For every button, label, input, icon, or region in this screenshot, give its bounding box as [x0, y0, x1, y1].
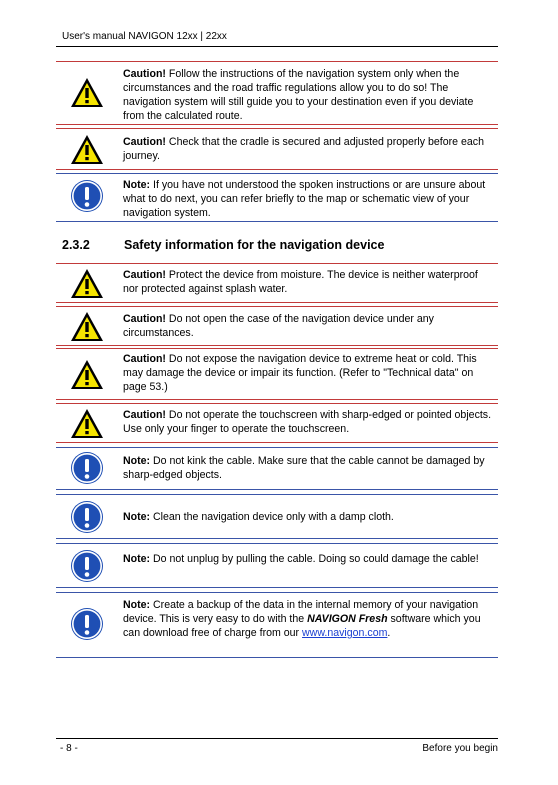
header-rule — [56, 46, 498, 47]
footer-rule — [56, 738, 498, 739]
notice-text: Caution! Follow the instructions of the navigation system only when the circumstances and the road traffic regulations allow you to do so! The navigation system will still guide you to your destination even if you deviate from the calculated route. — [123, 68, 474, 122]
info-icon — [70, 500, 104, 534]
caution-notice — [56, 403, 498, 443]
info-icon — [70, 549, 104, 583]
notice-text: Caution! Do not expose the navigation device to extreme heat or cold. This may damage the device or impair its function. (Refer to "Technical data" on page 53.) — [123, 353, 477, 393]
notice-text: Note: Do not kink the cable. Make sure that the cable cannot be damaged by sharp-edged objects. — [123, 455, 485, 481]
note-notice — [56, 173, 498, 222]
caution-icon — [70, 358, 104, 392]
caution-icon — [70, 267, 104, 301]
brand-name: NAVIGON Fresh — [307, 613, 388, 625]
note-notice — [56, 592, 498, 658]
caution-notice — [56, 306, 498, 346]
notice-text: Caution! Do not open the case of the navigation device under any circumstances. — [123, 313, 434, 339]
notice-text: Note: If you have not understood the spoken instructions or are unsure about what to do next, you can refer briefly to the map or schematic view of your navigation system. — [123, 179, 486, 219]
section-title: Safety information for the navigation device — [124, 238, 385, 252]
website-link[interactable]: www.navigon.com — [302, 627, 388, 639]
info-icon — [70, 607, 104, 641]
caution-notice — [56, 128, 498, 170]
note-notice — [56, 543, 498, 588]
info-icon — [70, 179, 104, 213]
notice-text: Caution! Do not operate the touchscreen with sharp-edged or pointed objects. Use only your finger to operate the touchscreen. — [123, 409, 492, 435]
notice-text: Caution! Check that the cradle is secured and adjusted properly before each journey. — [123, 136, 484, 162]
caution-notice — [56, 263, 498, 303]
running-header: User's manual NAVIGON 12xx | 22xx — [62, 31, 227, 42]
caution-icon — [70, 133, 104, 167]
section-number: 2.3.2 — [62, 238, 90, 252]
caution-icon — [70, 407, 104, 441]
note-notice — [56, 447, 498, 490]
page-number: - 8 - — [60, 743, 78, 754]
notice-text: Note: Do not unplug by pulling the cable. Doing so could damage the cable! — [123, 553, 479, 565]
chapter-title: Before you begin — [422, 743, 498, 754]
note-notice — [56, 494, 498, 539]
caution-notice — [56, 61, 498, 125]
notice-text: Note: Create a backup of the data in the internal memory of your navigation device. This is very easy to do with the NAVIGON Fresh software which you can download free of charge from our www.navigon.com. — [123, 599, 481, 639]
caution-notice — [56, 348, 498, 400]
info-icon — [70, 451, 104, 485]
caution-icon — [70, 310, 104, 344]
notice-text: Caution! Protect the device from moisture. The device is neither waterproof nor protected against splash water. — [123, 269, 478, 295]
caution-icon — [70, 76, 104, 110]
notice-text: Note: Clean the navigation device only with a damp cloth. — [123, 511, 394, 523]
